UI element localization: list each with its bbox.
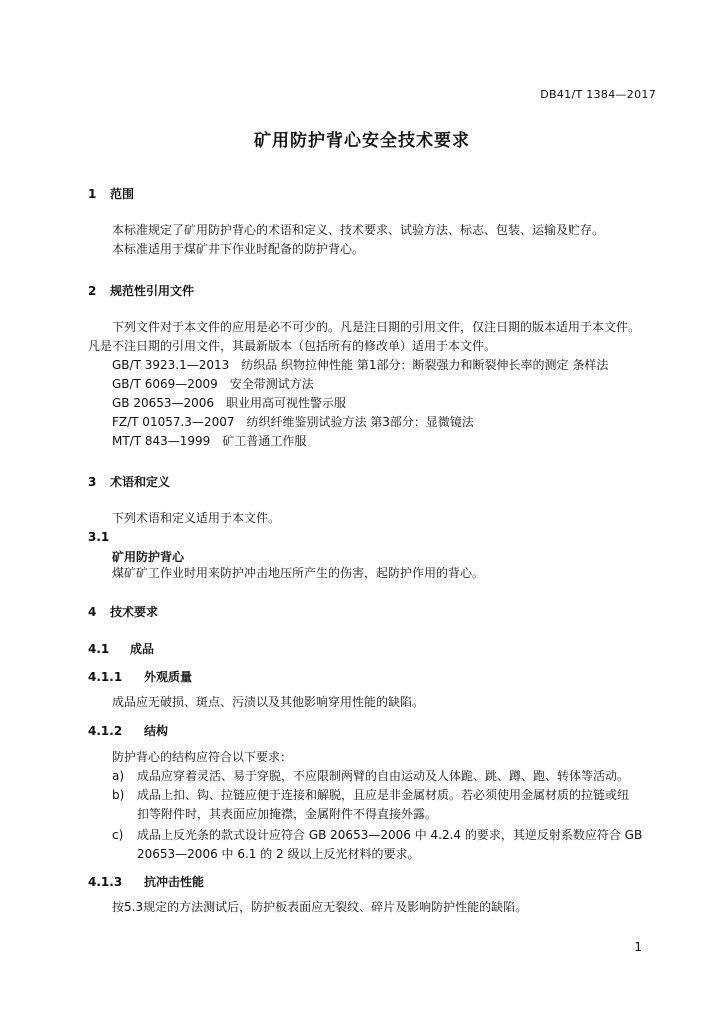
section-number: 1 — [88, 187, 97, 201]
section-1-heading — [88, 185, 134, 202]
term-definition: 煤矿矿工作业时用来防护冲击地压所产生的伤害，起防护作用的背心。 — [112, 566, 485, 580]
paragraph: 本标准适用于煤矿井下作业时配备的防护背心。 — [112, 242, 365, 256]
subsection-number: 4.1.2 — [88, 724, 123, 738]
paragraph: 凡是不注日期的引用文件，其最新版本（包括所有的修改单）适用于本文件。 — [88, 339, 497, 353]
list-item-continuation: 扣等附件时，其表面应加掩襟，金属附件不得直接外露。 — [137, 807, 438, 821]
section-2-heading — [88, 282, 194, 299]
list-item-continuation: 20653—2006 中 6.1 的 2 级以上反光材料的要求。 — [137, 847, 420, 861]
section-number: 3 — [88, 475, 97, 489]
list-item: 成品上反光条的款式设计应符合 GB 20653—2006 中 4.2.4 的要求，其逆反射系数应符合 GB — [137, 828, 643, 842]
list-item: 成品上扣、钩、拉链应便于连接和解脱，且应是非金属材质。若必须使用金属材质的拉链或纽 — [137, 788, 630, 802]
subsection-number: 4.1 — [88, 642, 110, 656]
subsection-title: 结构 — [144, 724, 169, 738]
subsection-4-1-heading — [88, 640, 154, 657]
subsection-number: 4.1.3 — [88, 875, 123, 889]
reference-item: MT/T 843—1999 矿工普通工作服 — [112, 434, 307, 448]
reference-item: GB/T 6069—2009 安全带测试方法 — [112, 377, 314, 391]
section-number: 4 — [88, 605, 97, 619]
section-title: 范围 — [110, 187, 135, 201]
list-label: c) — [112, 828, 124, 842]
reference-item: FZ/T 01057.3—2007 纺织纤维鉴别试验方法 第3部分：显微镜法 — [112, 415, 474, 429]
standard-number: DB41/T 1384—2017 — [540, 88, 656, 101]
paragraph: 下列文件对于本文件的应用是必不可少的。凡是注日期的引用文件，仅注日期的版本适用于本文件。 — [112, 320, 641, 334]
list-item: 成品应穿着灵活、易于穿脱，不应限制两臂的自由运动及人体跪、跳、蹲、跑、转体等活动。 — [137, 769, 630, 783]
page-number: 1 — [634, 940, 642, 954]
document-title: 矿用防护背心安全技术要求 — [254, 131, 470, 151]
section-title: 技术要求 — [110, 605, 159, 619]
section-3-heading — [88, 473, 170, 490]
subsection-4-1-1-heading — [88, 668, 192, 685]
subsection-title: 成品 — [130, 642, 155, 656]
paragraph: 防护背心的结构应符合以下要求： — [112, 750, 293, 764]
paragraph: 下列术语和定义适用于本文件。 — [112, 511, 281, 525]
subsection-title: 外观质量 — [144, 670, 193, 684]
section-4-heading — [88, 603, 158, 620]
paragraph: 成品应无破损、斑点、污渍以及其他影响穿用性能的缺陷。 — [112, 695, 425, 709]
paragraph: 本标准规定了矿用防护背心的术语和定义、技术要求、试验方法、标志、包装、运输及贮存。 — [112, 223, 605, 237]
section-number: 2 — [88, 284, 97, 298]
section-title: 规范性引用文件 — [110, 284, 195, 298]
subsection-title: 抗冲击性能 — [144, 875, 205, 889]
list-label: a) — [112, 769, 125, 783]
subsection-number: 4.1.1 — [88, 670, 123, 684]
subsection-4-1-2-heading — [88, 722, 168, 739]
section-title: 术语和定义 — [110, 475, 171, 489]
subsection-4-1-3-heading — [88, 873, 204, 890]
list-label: b) — [112, 788, 125, 802]
reference-item: GB 20653—2006 职业用高可视性警示服 — [112, 396, 347, 410]
term-name: 矿用防护背心 — [112, 550, 185, 564]
reference-item: GB/T 3923.1—2013 纺织品 织物拉伸性能 第1部分：断裂强力和断裂伸长率的测定 条样法 — [112, 358, 609, 372]
paragraph: 按5.3规定的方法测试后，防护板表面应无裂纹、碎片及影响防护性能的缺陷。 — [112, 900, 528, 914]
term-number: 3.1 — [88, 530, 110, 544]
